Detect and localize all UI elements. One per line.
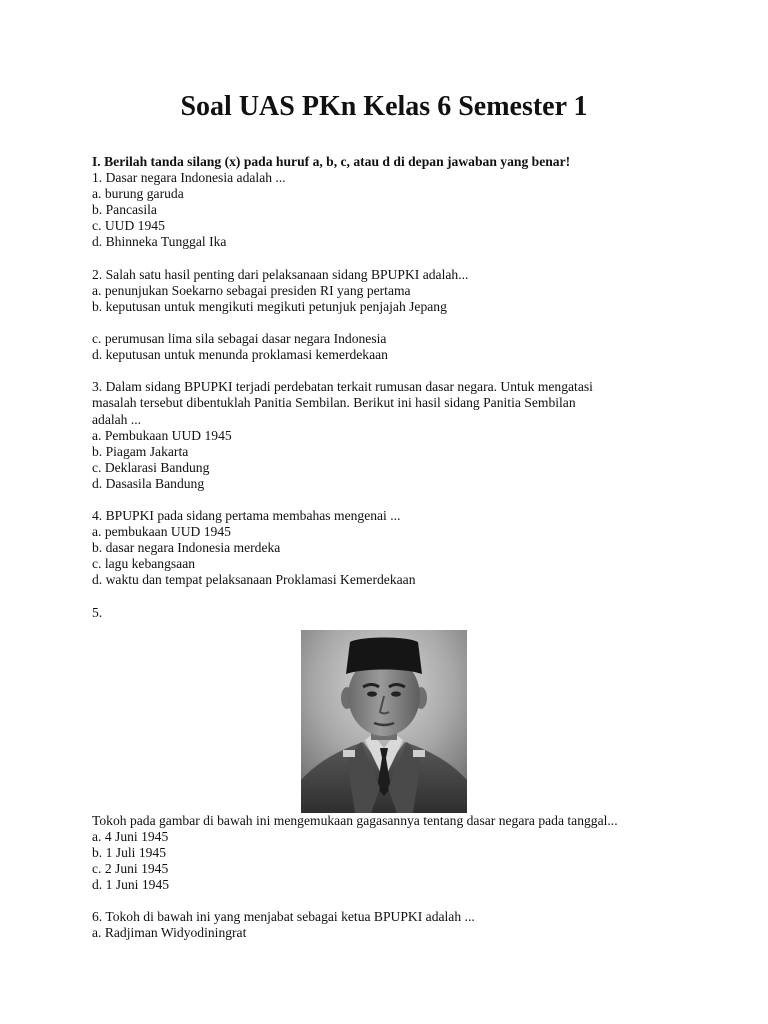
answer-option: a. pembukaan UUD 1945	[92, 524, 231, 540]
question-text: masalah tersebut dibentuklah Panitia Sembilan. Berikut ini hasil sidang Panitia Sembilan	[92, 395, 576, 411]
question-text: Tokoh pada gambar di bawah ini mengemukaan gagasannya tentang dasar negara pada tanggal...	[92, 812, 618, 828]
question-text: 4. BPUPKI pada sidang pertama membahas mengenai ...	[92, 508, 401, 524]
answer-option: d. Bhinneka Tunggal Ika	[92, 234, 227, 250]
answer-option: c. lagu kebangsaan	[92, 556, 196, 572]
question-3	[92, 379, 712, 492]
question-6	[92, 909, 712, 941]
document-title: Soal UAS PKn Kelas 6 Semester 1	[180, 91, 588, 122]
question-4	[92, 508, 712, 588]
answer-option: d. keputusan untuk menunda proklamasi kemerdekaan	[92, 347, 388, 363]
answer-option: a. 4 Juni 1945	[92, 828, 169, 844]
answer-option: d. waktu dan tempat pelaksanaan Proklamasi Kemerdekaan	[92, 572, 416, 588]
answer-option: c. perumusan lima sila sebagai dasar negara Indonesia	[92, 331, 387, 347]
answer-option: a. Pembukaan UUD 1945	[92, 427, 232, 443]
question-text: 3. Dalam sidang BPUPKI terjadi perdebatan terkait rumusan dasar negara. Untuk mengatasi	[92, 379, 593, 395]
question-text: 6. Tokoh di bawah ini yang menjabat sebagai ketua BPUPKI adalah ...	[92, 909, 475, 925]
instruction-text: I. Berilah tanda silang (x) pada huruf a, b, c, atau d di depan jawaban yang benar!	[92, 154, 571, 169]
question-2	[92, 267, 712, 364]
answer-option: a. penunjukan Soekarno sebagai presiden RI yang pertama	[92, 282, 411, 298]
answer-option: b. keputusan untuk mengikuti megikuti petunjuk penjajah Jepang	[92, 298, 447, 314]
answer-option: d. 1 Juni 1945	[92, 877, 170, 893]
answer-option: a. burung garuda	[92, 186, 184, 202]
question-text: 2. Salah satu hasil penting dari pelaksanaan sidang BPUPKI adalah...	[92, 266, 469, 282]
answer-option: d. Dasasila Bandung	[92, 475, 205, 491]
answer-option: b. dasar negara Indonesia merdeka	[92, 540, 281, 556]
answer-option: b. Pancasila	[92, 202, 157, 218]
question-text: adalah ...	[92, 411, 142, 427]
answer-option: b. Piagam Jakarta	[92, 443, 189, 459]
question-text: 1. Dasar negara Indonesia adalah ...	[92, 170, 286, 186]
answer-option: c. Deklarasi Bandung	[92, 459, 210, 475]
answer-option: c. 2 Juni 1945	[92, 861, 169, 876]
answer-option: b. 1 Juli 1945	[92, 844, 167, 860]
question-5	[92, 605, 712, 894]
answer-option: a. Radjiman Widyodiningrat	[92, 925, 247, 941]
question-list	[92, 154, 712, 941]
portrait-photo	[301, 630, 467, 813]
answer-option: c. UUD 1945	[92, 218, 165, 234]
question-number: 5.	[92, 604, 103, 620]
question-1	[92, 170, 712, 250]
